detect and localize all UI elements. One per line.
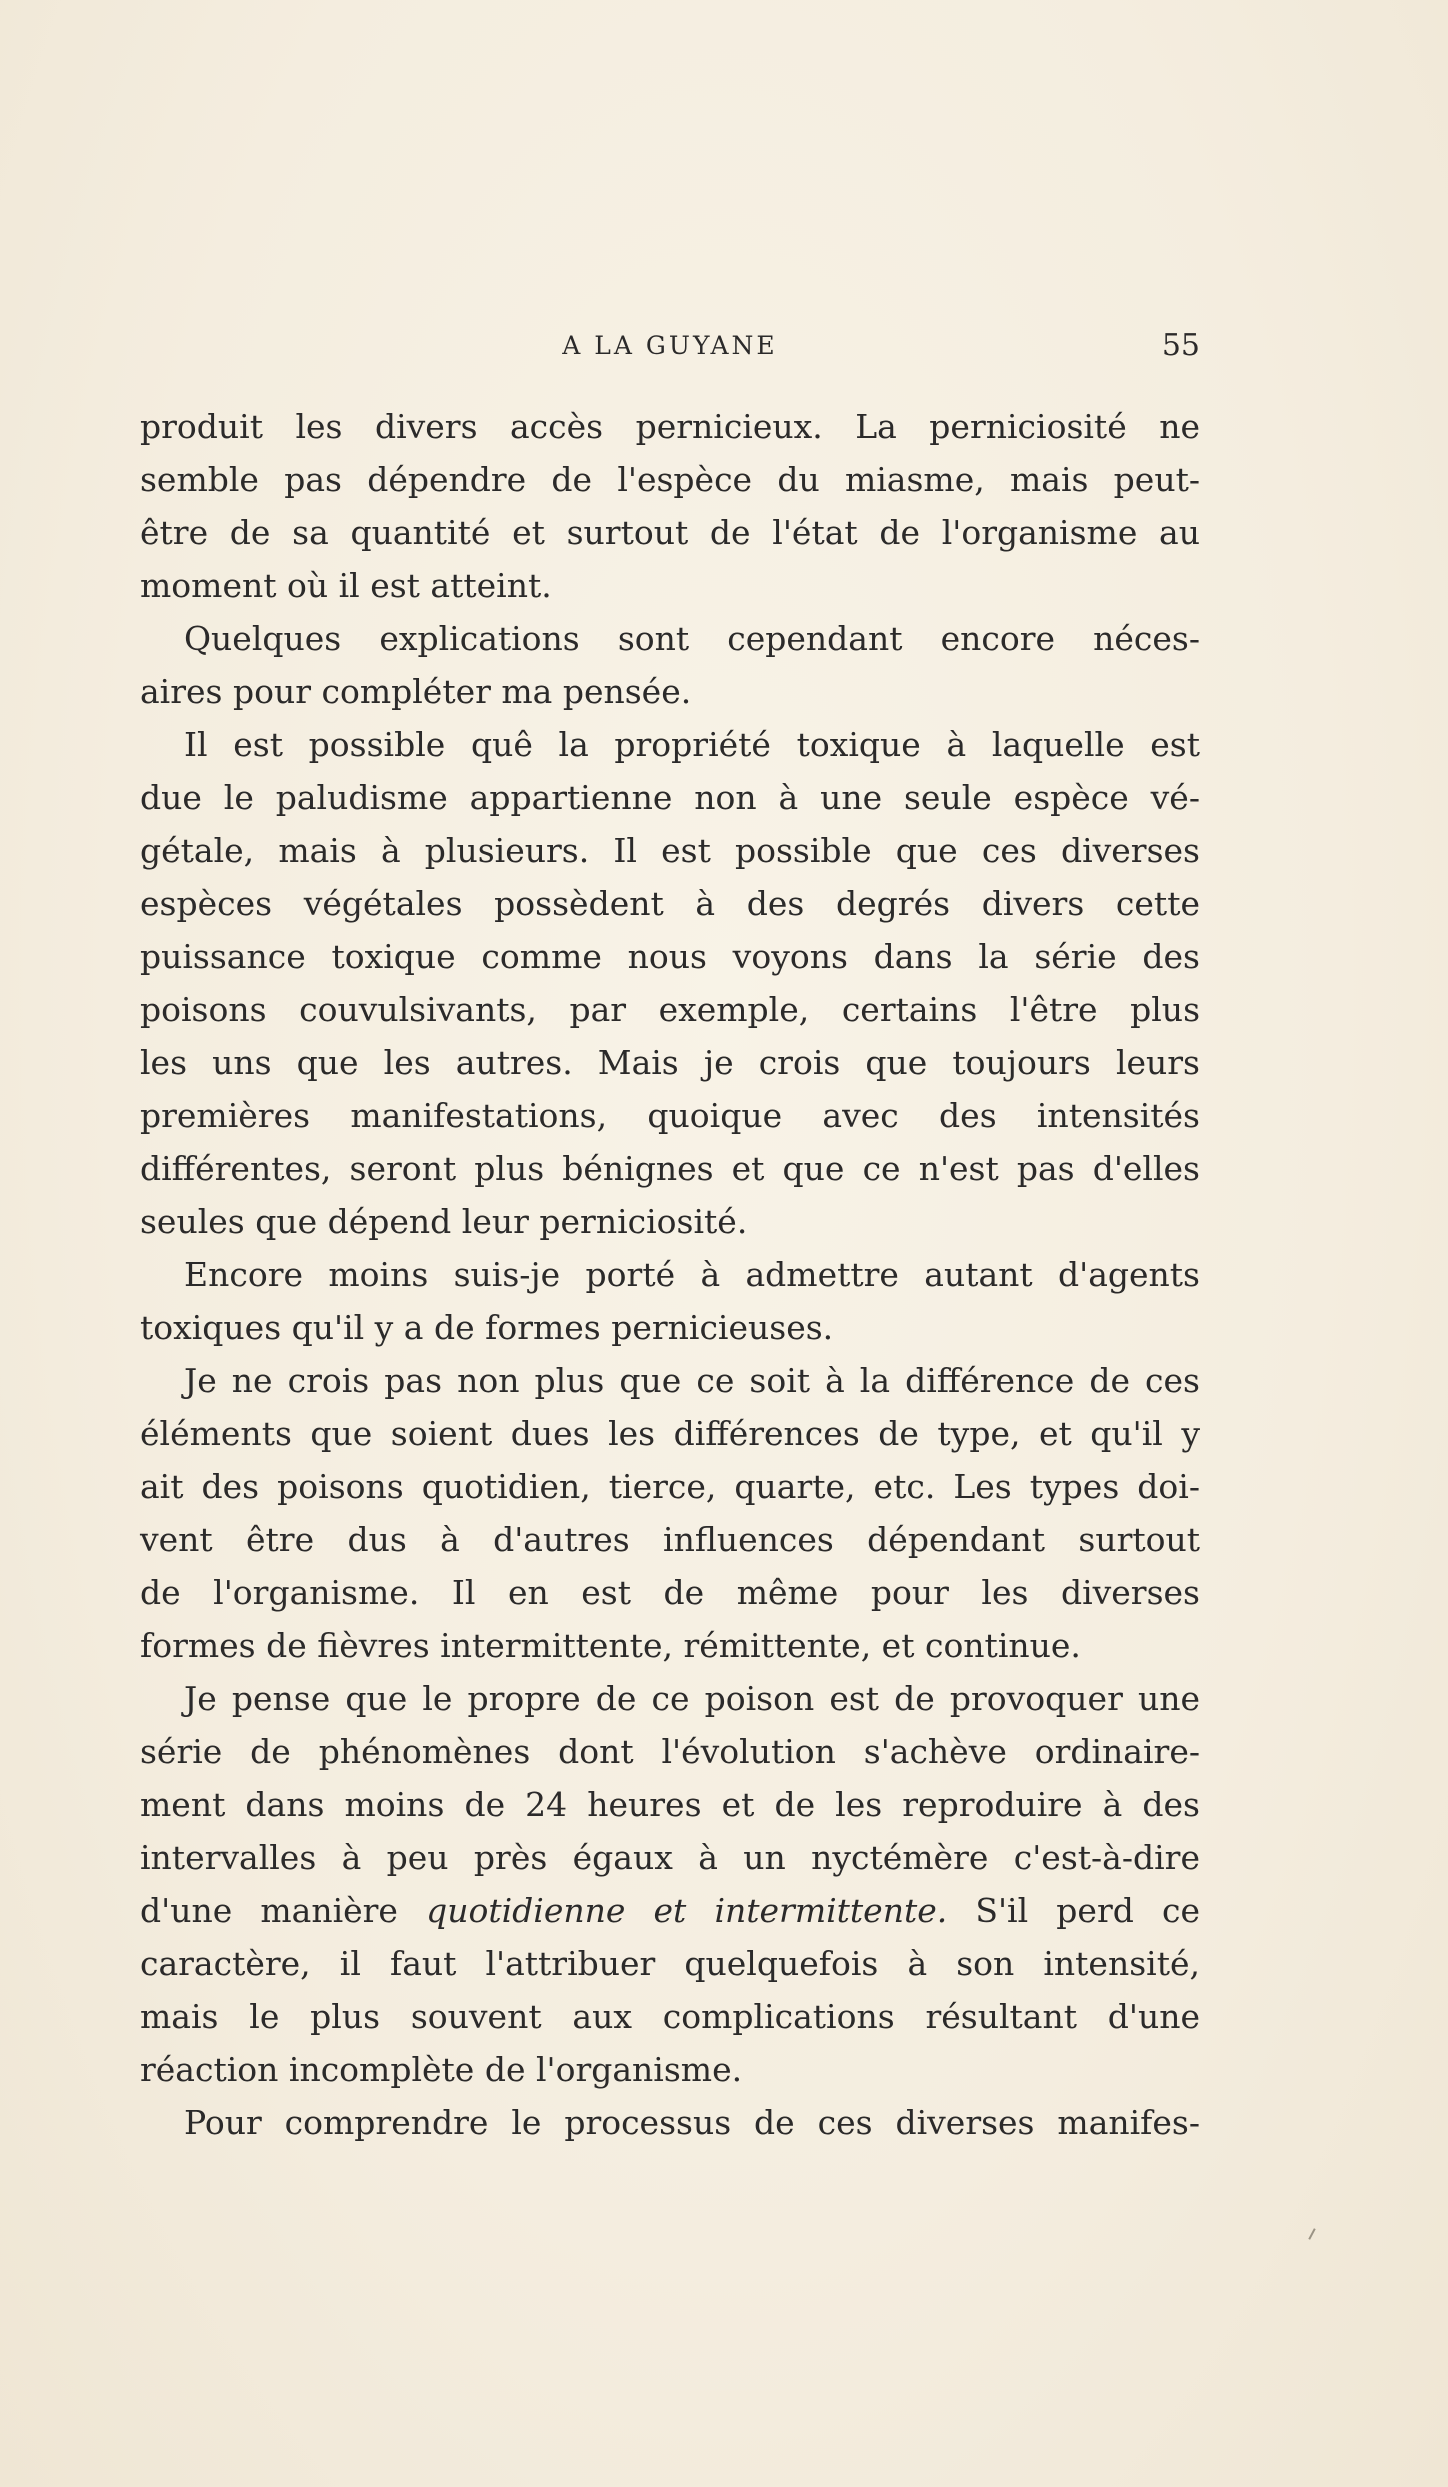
text-line: Il est possible quê la propriété toxique à laquelle est	[184, 725, 1200, 764]
text-line: caractère, il faut l'attribuer quelquefois à son intensité,	[140, 1944, 1200, 1983]
text-line: puissance toxique comme nous voyons dans la série des	[140, 937, 1200, 976]
text-line: moment où il est atteint.	[140, 566, 552, 605]
text-line: être de sa quantité et surtout de l'état de l'organisme au	[140, 513, 1200, 552]
text-line: ait des poisons quotidien, tierce, quarte, etc. Les types doi-	[140, 1467, 1200, 1506]
text-line: formes de fièvres intermittente, rémittente, et continue.	[140, 1626, 1081, 1665]
text-line: due le paludisme appartienne non à une seule espèce vé-	[140, 778, 1200, 817]
text-line: de l'organisme. Il en est de même pour les diverses	[140, 1573, 1200, 1612]
text-line: premières manifestations, quoique avec des intensités	[140, 1096, 1200, 1135]
text-line	[140, 1884, 1200, 1937]
text-line: Encore moins suis-je porté à admettre autant d'agents	[184, 1255, 1200, 1294]
text-line: vent être dus à d'autres influences dépendant surtout	[140, 1520, 1200, 1559]
text-line: ment dans moins de 24 heures et de les reproduire à des	[140, 1785, 1200, 1824]
text-line: les uns que les autres. Mais je crois que toujours leurs	[140, 1043, 1200, 1082]
text-line-start: d'une manière	[140, 1891, 427, 1930]
text-line: Je pense que le propre de ce poison est de provoquer une	[184, 1679, 1200, 1718]
text-line: différentes, seront plus bénignes et que ce n'est pas d'elles	[140, 1149, 1200, 1188]
page-header	[140, 326, 1200, 366]
text-line: Quelques explications sont cependant encore néces-	[184, 619, 1200, 658]
text-line: mais le plus souvent aux complications résultant d'une	[140, 1997, 1200, 2036]
text-line: série de phénomènes dont l'évolution s'achève ordinaire-	[140, 1732, 1200, 1771]
text-line: poisons couvulsivants, par exemple, certains l'être plus	[140, 990, 1200, 1029]
text-line: espèces végétales possèdent à des degrés divers cette	[140, 884, 1200, 923]
text-line: Pour comprendre le processus de ces diverses manifes-	[184, 2103, 1200, 2142]
running-head: A LA GUYANE	[562, 331, 778, 360]
body-text	[140, 400, 1200, 2149]
text-line: produit les divers accès pernicieux. La perniciosité ne	[140, 407, 1200, 446]
text-line: aires pour compléter ma pensée.	[140, 672, 692, 711]
text-line: seules que dépend leur perniciosité.	[140, 1202, 748, 1241]
emphasized-text: quotidienne et intermittente.	[426, 1891, 948, 1930]
text-line-end: S'il perd ce	[947, 1891, 1200, 1930]
text-line: toxiques qu'il y a de formes pernicieuses.	[140, 1308, 834, 1347]
text-line: gétale, mais à plusieurs. Il est possible que ces diverses	[140, 831, 1200, 870]
text-line: Je ne crois pas non plus que ce soit à la différence de ces	[184, 1361, 1200, 1400]
text-line: réaction incomplète de l'organisme.	[140, 2050, 743, 2089]
ink-mark	[1308, 2228, 1315, 2240]
text-line: intervalles à peu près égaux à un nyctémère c'est-à-dire	[140, 1838, 1200, 1877]
page-number: 55	[1161, 328, 1200, 363]
text-line: éléments que soient dues les différences de type, et qu'il y	[140, 1414, 1200, 1453]
text-line: semble pas dépendre de l'espèce du miasme, mais peut-	[140, 460, 1200, 499]
